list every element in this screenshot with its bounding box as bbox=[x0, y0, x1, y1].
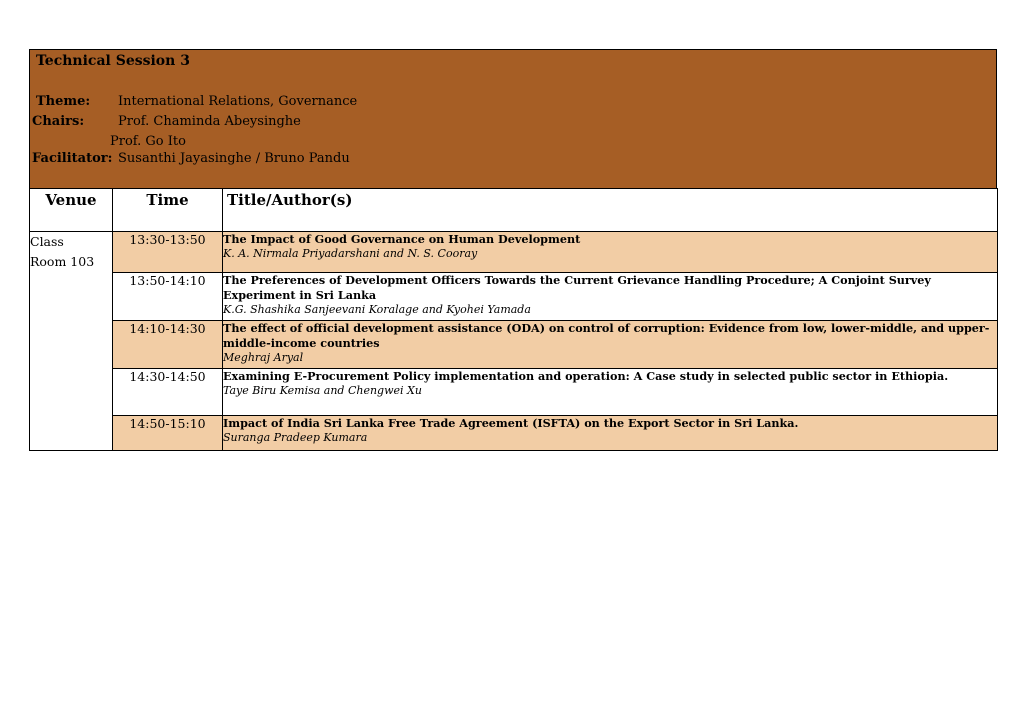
paper-title: The effect of official development assistance (ODA) on control of corruption: Evidence from low, lower-middle, and upper-middle-income countries bbox=[223, 321, 990, 350]
paper-cell bbox=[223, 416, 998, 451]
paper-title: The Preferences of Development Officers Towards the Current Grievance Handling Procedure; A Conjoint Survey Experiment in Sri Lanka bbox=[223, 273, 931, 302]
paper-authors: Suranga Pradeep Kumara bbox=[223, 431, 368, 444]
schedule-table bbox=[29, 188, 998, 451]
table-row bbox=[30, 273, 998, 321]
table-row bbox=[30, 369, 998, 416]
table-row bbox=[30, 416, 998, 451]
paper-cell bbox=[223, 321, 998, 369]
time-cell: 13:30-13:50 bbox=[113, 232, 223, 273]
paper-authors: Taye Biru Kemisa and Chengwei Xu bbox=[223, 384, 422, 397]
table-row bbox=[30, 321, 998, 369]
session-header bbox=[29, 49, 997, 189]
paper-cell bbox=[223, 232, 998, 273]
theme-value: International Relations, Governance bbox=[118, 94, 358, 109]
table-row bbox=[30, 232, 998, 273]
chair-2: Prof. Go Ito bbox=[110, 134, 186, 149]
venue-line-2: Room 103 bbox=[30, 254, 95, 269]
session-title: Technical Session 3 bbox=[36, 53, 190, 69]
paper-title: The Impact of Good Governance on Human Development bbox=[223, 232, 581, 246]
chairs-label: Chairs: bbox=[32, 114, 85, 129]
title-header: Title/Author(s) bbox=[223, 189, 998, 232]
paper-cell bbox=[223, 273, 998, 321]
venue-line-1: Class bbox=[30, 234, 64, 249]
paper-title: Examining E-Procurement Policy implementation and operation: A Case study in selected public sector in Ethiopia. bbox=[223, 369, 949, 383]
table-header-row bbox=[30, 189, 998, 232]
paper-authors: Meghraj Aryal bbox=[223, 351, 304, 364]
time-cell: 14:50-15:10 bbox=[113, 416, 223, 451]
time-cell: 14:10-14:30 bbox=[113, 321, 223, 369]
chair-1: Prof. Chaminda Abeysinghe bbox=[118, 114, 301, 129]
time-cell: 13:50-14:10 bbox=[113, 273, 223, 321]
time-cell: 14:30-14:50 bbox=[113, 369, 223, 416]
paper-authors: K. A. Nirmala Priyadarshani and N. S. Cooray bbox=[223, 247, 478, 260]
paper-cell bbox=[223, 369, 998, 416]
venue-header: Venue bbox=[30, 189, 113, 232]
session-sheet bbox=[29, 49, 997, 444]
paper-title: Impact of India Sri Lanka Free Trade Agreement (ISFTA) on the Export Sector in Sri Lanka. bbox=[223, 416, 799, 430]
facilitator-label: Facilitator: bbox=[32, 151, 113, 166]
theme-label: Theme: bbox=[36, 94, 91, 109]
facilitator-value: Susanthi Jayasinghe / Bruno Pandu bbox=[118, 151, 350, 166]
paper-authors: K.G. Shashika Sanjeevani Koralage and Kyohei Yamada bbox=[223, 303, 531, 316]
time-header: Time bbox=[113, 189, 223, 232]
venue-cell bbox=[30, 232, 113, 451]
